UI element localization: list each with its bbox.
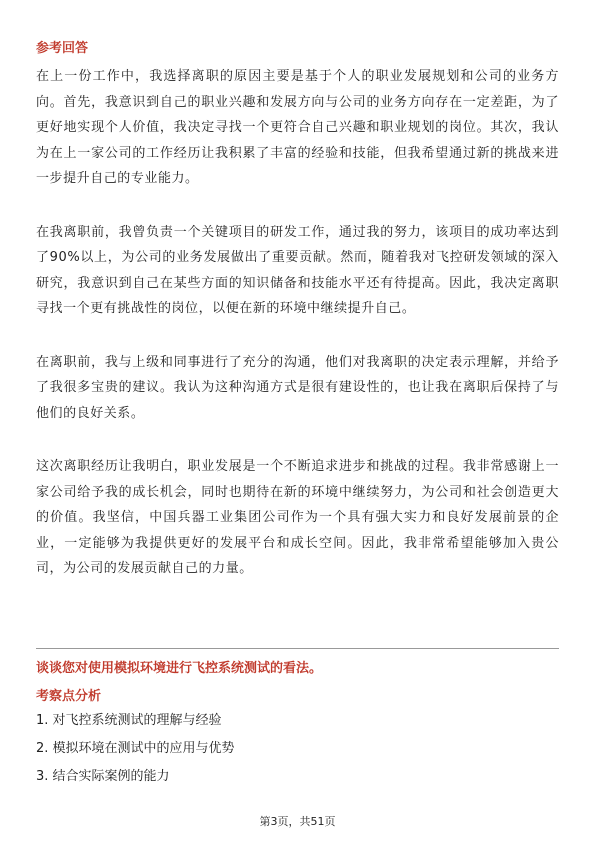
page-number: 第3页，共51页 bbox=[259, 815, 336, 828]
question-title: 谈谈您对使用模拟环境进行飞控系统测试的看法。 bbox=[36, 661, 323, 676]
answer-paragraph-4: 这次离职经历让我明白，职业发展是一个不断追求进步和挑战的过程。我非常感谢上一家公司给予我的成长机会，同时也期待在新的环境中继续努力，为公司和社会创造更大的价值。我坚信，中国兵器工业集团公司作为一个具有强大实力和良好发展前景的企业，一定能够为我提供更好的发展平台和成长空间。因此，我非常希望能够加入贵公司，为公司的发展贡献自己的力量。 bbox=[36, 459, 559, 576]
answer-paragraph-3: 在离职前，我与上级和同事进行了充分的沟通，他们对我离职的决定表示理解，并给予了我很多宝贵的建议。我认为这种沟通方式是很有建设性的，也让我在离职后保持了与他们的良好关系。 bbox=[36, 354, 559, 421]
answer-paragraph-1: 在上一份工作中，我选择离职的原因主要是基于个人的职业发展规划和公司的业务方向。首先，我意识到自己的职业兴趣和发展方向与公司的业务方向存在一定差距，为了更好地实现个人价值，我决定寻找一个更符合自己兴趣和职业规划的岗位。其次，我认为在上一家公司的工作经历让我积累了丰富的经验和技能，但我希望通过新的挑战来进一步提升自己的专业能力。 bbox=[36, 69, 559, 186]
analysis-heading: 考察点分析 bbox=[36, 689, 102, 704]
analysis-item: 1. 对飞控系统测试的理解与经验 bbox=[36, 713, 222, 728]
answer-body bbox=[36, 64, 559, 610]
analysis-item: 2. 模拟环境在测试中的应用与优势 bbox=[36, 741, 235, 756]
section-divider bbox=[36, 648, 559, 649]
analysis-list bbox=[36, 712, 235, 796]
answer-paragraph-2: 在我离职前，我曾负责一个关键项目的研发工作，通过我的努力，该项目的成功率达到了90%以上，为公司的业务发展做出了重要贡献。然而，随着我对飞控研发领域的深入研究，我意识到自己在某些方面的知识储备和技能水平还有待提高。因此，我决定离职寻找一个更有挑战性的岗位，以便在新的环境中继续提升自己。 bbox=[36, 224, 559, 316]
answer-heading: 参考回答 bbox=[36, 41, 89, 56]
analysis-item: 3. 结合实际案例的能力 bbox=[36, 769, 170, 784]
